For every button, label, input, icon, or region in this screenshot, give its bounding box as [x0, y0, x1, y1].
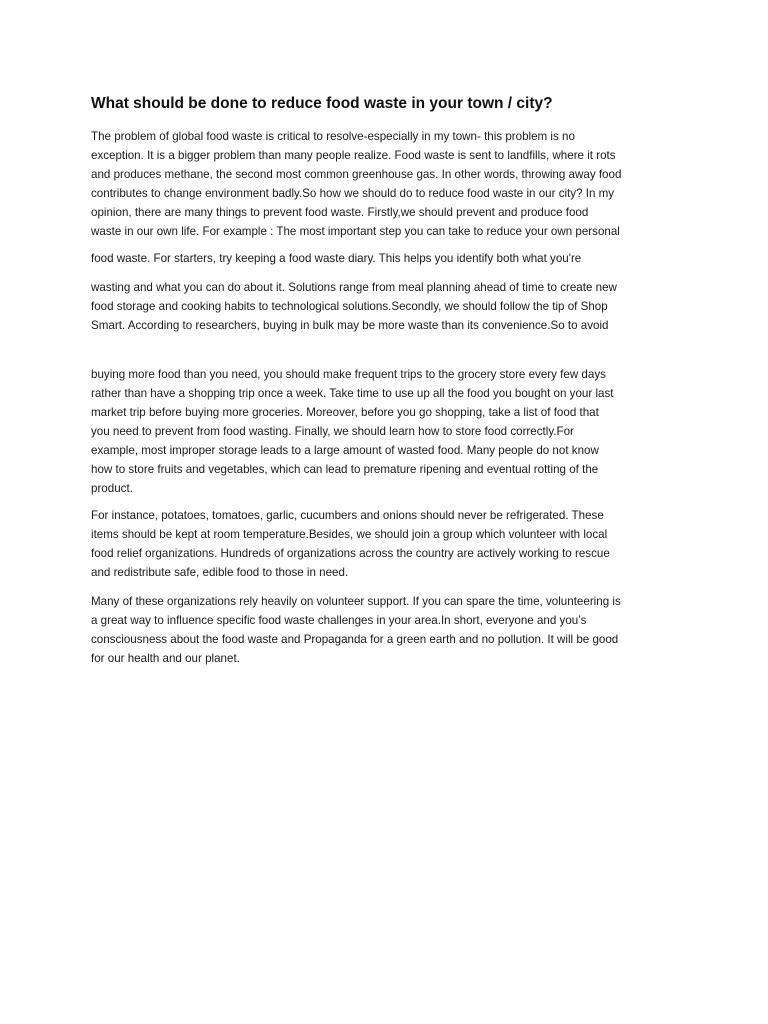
text-line: product.	[91, 482, 133, 495]
text-line: Many of these organizations rely heavily on volunteer support. If you can spare the time, volunteering is	[91, 595, 621, 608]
paragraph-block	[91, 278, 681, 335]
paragraph-block	[91, 249, 681, 268]
text-line: you need to prevent from food wasting. Finally, we should learn how to store food correctly.For	[91, 425, 574, 438]
text-line: wasting and what you can do about it. Solutions range from meal planning ahead of time to create new	[91, 281, 617, 294]
text-line: opinion, there are many things to prevent food waste. Firstly,we should prevent and produce food	[91, 206, 589, 219]
text-line: a great way to influence specific food waste challenges in your area.In short, everyone and you’s	[91, 614, 587, 627]
text-line: for our health and our planet.	[91, 652, 240, 665]
text-line: The problem of global food waste is critical to resolve-especially in my town- this problem is no	[91, 130, 575, 143]
text-line: For instance, potatoes, tomatoes, garlic, cucumbers and onions should never be refrigerated. These	[91, 509, 604, 522]
text-line: exception. It is a bigger problem than many people realize. Food waste is sent to landfills, where it rots	[91, 149, 616, 162]
text-line: food waste. For starters, try keeping a food waste diary. This helps you identify both what you're	[91, 252, 582, 265]
document-title: What should be done to reduce food waste in your town / city?	[91, 95, 553, 112]
paragraph-block	[91, 127, 681, 241]
text-line: food storage and cooking habits to technological solutions.Secondly, we should follow the tip of Shop	[91, 300, 608, 313]
text-line: market trip before buying more groceries. Moreover, before you go shopping, take a list of food that	[91, 406, 599, 419]
text-line: and produces methane, the second most common greenhouse gas. In other words, throwing away food	[91, 168, 622, 181]
text-line: rather than have a shopping trip once a week. Take time to use up all the food you bought on your last	[91, 387, 614, 400]
text-line: consciousness about the food waste and Propaganda for a green earth and no pollution. It will be good	[91, 633, 619, 646]
text-line: contributes to change environment badly.So how we should do to reduce food waste in our city? In my	[91, 187, 615, 200]
text-line: items should be kept at room temperature.Besides, we should join a group which volunteer with local	[91, 528, 608, 541]
paragraph-block	[91, 506, 681, 582]
paragraph-block	[91, 365, 681, 498]
text-line: Smart. According to researchers, buying in bulk may be more waste than its convenience.So to avoid	[91, 319, 609, 332]
text-line: how to store fruits and vegetables, which can lead to premature ripening and eventual rotting of the	[91, 463, 599, 476]
text-line: waste in our own life. For example : The most important step you can take to reduce your own personal	[91, 225, 620, 238]
text-line: example, most improper storage leads to a large amount of wasted food. Many people do not know	[91, 444, 599, 457]
text-line: and redistribute safe, edible food to those in need.	[91, 566, 349, 579]
text-line: food relief organizations. Hundreds of organizations across the country are actively working to rescue	[91, 547, 610, 560]
paragraph-block	[91, 592, 681, 668]
text-line: buying more food than you need, you should make frequent trips to the grocery store every few days	[91, 368, 606, 381]
